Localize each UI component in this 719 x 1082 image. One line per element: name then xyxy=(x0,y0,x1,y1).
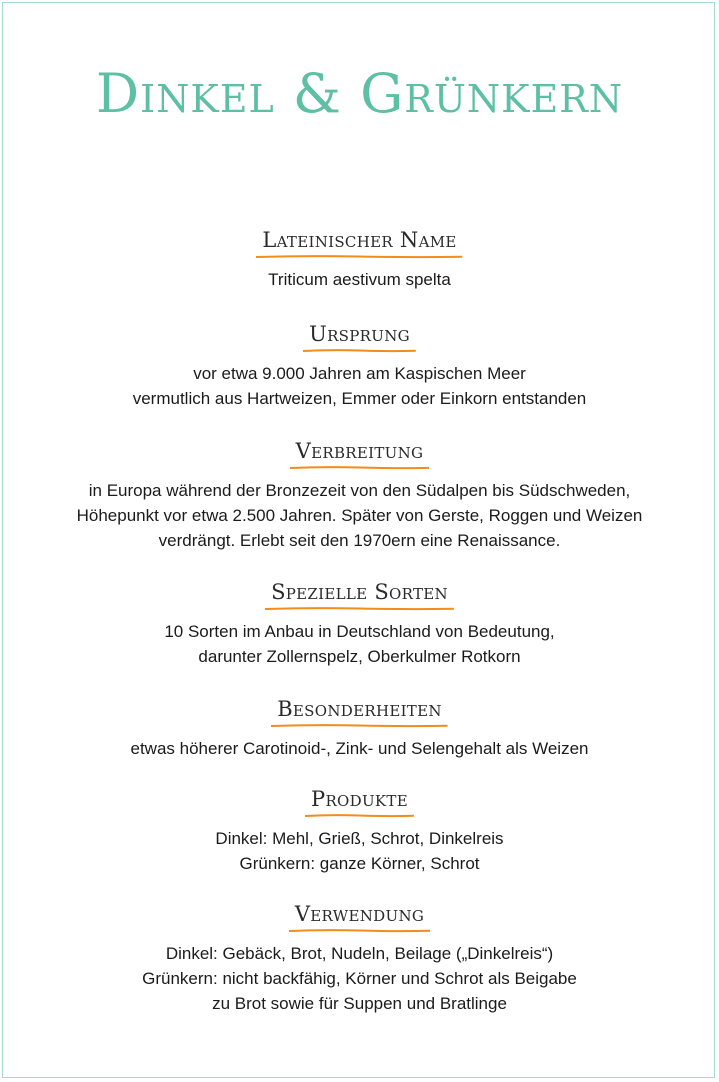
section-heading: Produkte xyxy=(311,787,408,811)
body-line: darunter Zollernspelz, Oberkulmer Rotkorn xyxy=(198,647,521,667)
heading-underline xyxy=(271,723,448,728)
heading-underline xyxy=(290,465,430,470)
section-verbreitung xyxy=(0,439,719,553)
heading-underline xyxy=(265,606,454,611)
section-body xyxy=(0,619,719,669)
body-line: 10 Sorten im Anbau in Deutschland von Bedeutung, xyxy=(164,622,555,642)
body-line: vermutlich aus Hartweizen, Emmer oder Einkorn entstanden xyxy=(132,389,587,409)
section-besonderheiten xyxy=(0,697,719,761)
body-line: Grünkern: nicht backfähig, Körner und Schrot als Beigabe xyxy=(142,969,577,989)
section-produkte xyxy=(0,787,719,876)
section-body xyxy=(0,361,719,411)
body-line: Triticum aestivum spelta xyxy=(268,270,451,290)
body-line: zu Brot sowie für Suppen und Bratlinge xyxy=(212,994,507,1014)
section-lateinischer-name xyxy=(0,228,719,292)
body-line: verdrängt. Erlebt seit den 1970ern eine Renaissance. xyxy=(158,531,561,551)
section-body xyxy=(0,826,719,876)
section-heading: Ursprung xyxy=(309,322,410,346)
body-line: Dinkel: Gebäck, Brot, Nudeln, Beilage („Dinkelreis“) xyxy=(165,944,554,964)
body-line: Dinkel: Mehl, Grieß, Schrot, Dinkelreis xyxy=(215,829,504,849)
heading-underline xyxy=(289,928,430,933)
section-body xyxy=(0,941,719,1016)
section-body xyxy=(0,478,719,553)
section-body xyxy=(0,736,719,761)
body-line: in Europa während der Bronzezeit von den Südalpen bis Südschweden, xyxy=(88,481,631,501)
page-title: Dinkel & Grünkern xyxy=(95,62,624,125)
body-line: vor etwa 9.000 Jahren am Kaspischen Meer xyxy=(193,364,526,384)
section-body xyxy=(0,267,719,292)
body-line: Höhepunkt vor etwa 2.500 Jahren. Später von Gerste, Roggen und Weizen xyxy=(76,506,643,526)
heading-underline xyxy=(305,813,414,818)
body-line: etwas höherer Carotinoid-, Zink- und Selengehalt als Weizen xyxy=(130,739,589,759)
section-heading: Verwendung xyxy=(294,902,425,926)
section-ursprung xyxy=(0,322,719,411)
section-spezielle-sorten xyxy=(0,580,719,669)
section-heading: Lateinischer Name xyxy=(262,228,457,252)
body-line: Grünkern: ganze Körner, Schrot xyxy=(239,854,480,874)
heading-underline xyxy=(256,254,462,259)
section-verwendung xyxy=(0,902,719,1016)
section-heading: Besonderheiten xyxy=(277,697,442,721)
section-heading: Spezielle Sorten xyxy=(271,580,448,604)
section-heading: Verbreitung xyxy=(295,439,424,463)
heading-underline xyxy=(303,348,416,353)
